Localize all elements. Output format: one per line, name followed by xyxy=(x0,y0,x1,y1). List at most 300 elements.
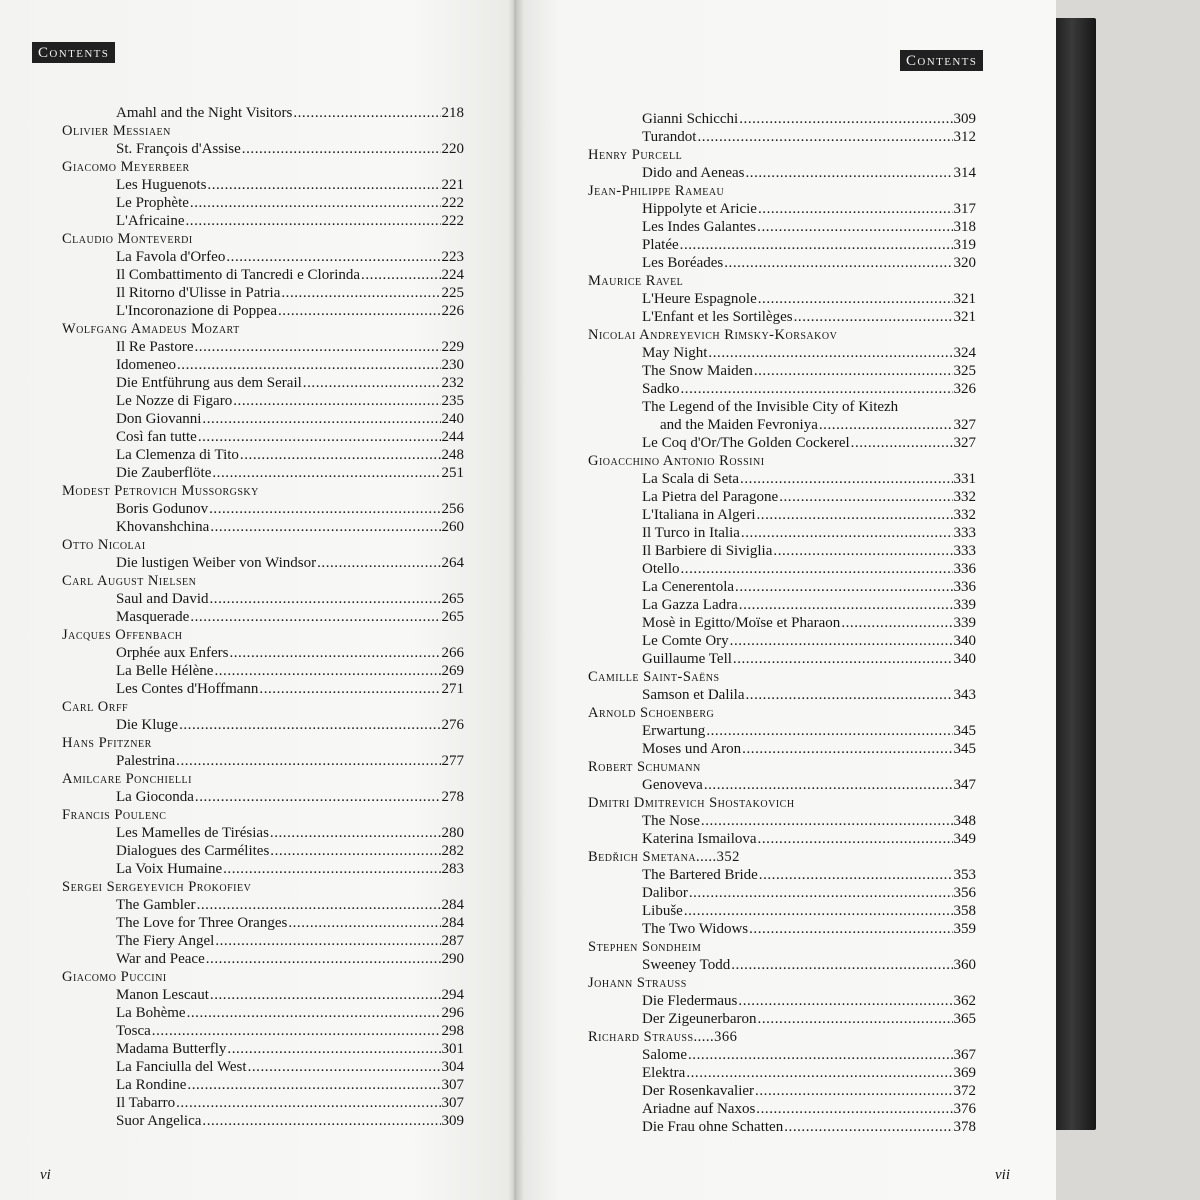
opera-title: The Love for Three Oranges xyxy=(116,915,288,931)
page-reference: 372 xyxy=(953,1083,976,1099)
opera-title: Sweeney Todd xyxy=(642,957,731,973)
opera-title: Katerina Ismailova xyxy=(642,831,757,847)
opera-entry xyxy=(62,1022,464,1040)
page-reference: 240 xyxy=(441,411,464,427)
page-header: Contents xyxy=(32,42,115,63)
page-header: Contents xyxy=(900,50,983,71)
page-reference: 339 xyxy=(953,597,976,613)
page-reference: 321 xyxy=(953,309,976,325)
dot-leader xyxy=(841,614,952,632)
dot-leader xyxy=(242,140,441,158)
opera-title: Dalibor xyxy=(642,885,688,901)
page-reference: 356 xyxy=(953,885,976,901)
dot-leader xyxy=(738,992,952,1010)
dot-leader xyxy=(190,608,440,626)
left-page xyxy=(0,0,514,1200)
opera-title: La Gazza Ladra xyxy=(642,597,738,613)
composer-heading: Otto Nicolai xyxy=(62,537,146,553)
page-reference: 345 xyxy=(953,741,976,757)
opera-entry xyxy=(62,446,464,464)
opera-entry xyxy=(62,338,464,356)
opera-title: Platée xyxy=(642,237,679,253)
opera-title: Tosca xyxy=(116,1023,151,1039)
opera-title: Die Fledermaus xyxy=(642,993,738,1009)
opera-entry xyxy=(62,1040,464,1058)
dot-leader xyxy=(214,662,440,680)
dot-leader xyxy=(706,722,952,740)
page-reference: 336 xyxy=(953,561,976,577)
opera-entry xyxy=(588,956,976,974)
opera-entry xyxy=(62,266,464,284)
opera-title: L'Enfant et les Sortilèges xyxy=(642,309,793,325)
opera-entry xyxy=(588,290,976,308)
opera-title: Ariadne auf Naxos xyxy=(642,1101,756,1117)
dot-leader xyxy=(270,842,440,860)
dot-leader xyxy=(758,200,953,218)
opera-title: L'Africaine xyxy=(116,213,185,229)
page-reference: 333 xyxy=(953,525,976,541)
opera-entry xyxy=(62,914,464,932)
book-cover-edge xyxy=(1052,18,1096,1130)
page-reference: 317 xyxy=(953,201,976,217)
opera-entry xyxy=(588,722,976,740)
page-reference: 301 xyxy=(441,1041,464,1057)
page-reference: 325 xyxy=(953,363,976,379)
dot-leader xyxy=(186,212,441,230)
dot-leader xyxy=(229,644,440,662)
opera-entry xyxy=(588,308,976,326)
page-reference: 333 xyxy=(953,543,976,559)
page-reference: 336 xyxy=(953,579,976,595)
opera-title: Saul and David xyxy=(116,591,209,607)
opera-title: La Favola d'Orfeo xyxy=(116,249,226,265)
page-reference: 349 xyxy=(953,831,976,847)
page-reference: 304 xyxy=(441,1059,464,1075)
dot-leader xyxy=(202,1112,440,1130)
page-reference: 294 xyxy=(441,987,464,1003)
opera-entry xyxy=(62,554,464,572)
dot-leader xyxy=(686,1064,952,1082)
page-reference: 220 xyxy=(441,141,464,157)
dot-leader xyxy=(215,932,440,950)
dot-leader xyxy=(226,248,440,266)
composer-heading: Carl Orff xyxy=(62,699,129,715)
opera-title: Der Zigeunerbaron xyxy=(642,1011,757,1027)
opera-title: Otello xyxy=(642,561,680,577)
page-reference: 284 xyxy=(441,915,464,931)
page-reference: 307 xyxy=(441,1095,464,1111)
opera-entry xyxy=(62,1004,464,1022)
page-reference: 265 xyxy=(441,591,464,607)
opera-entry xyxy=(62,752,464,770)
opera-title: La Rondine xyxy=(116,1077,187,1093)
opera-entry xyxy=(588,1046,976,1064)
opera-entry xyxy=(588,542,976,560)
dot-leader xyxy=(176,752,440,770)
page-reference: 244 xyxy=(441,429,464,445)
page-reference: 359 xyxy=(953,921,976,937)
opera-title: The Two Widows xyxy=(642,921,749,937)
opera-entry xyxy=(588,830,976,848)
page-reference: 235 xyxy=(441,393,464,409)
dot-leader xyxy=(194,338,440,356)
opera-entry xyxy=(588,362,976,380)
dot-leader xyxy=(212,464,440,482)
opera-title: La Fanciulla del West xyxy=(116,1059,247,1075)
page-reference: 332 xyxy=(953,507,976,523)
opera-title: Amahl and the Night Visitors xyxy=(116,105,293,121)
page-reference: 278 xyxy=(441,789,464,805)
page-reference: 296 xyxy=(441,1005,464,1021)
composer-heading: Jean-Philippe Rameau xyxy=(588,183,725,199)
opera-title: L'Incoronazione di Poppea xyxy=(116,303,277,319)
dot-leader xyxy=(198,428,441,446)
page-reference: 360 xyxy=(953,957,976,973)
opera-entry xyxy=(62,176,464,194)
opera-entry xyxy=(62,986,464,1004)
dot-leader xyxy=(754,362,953,380)
opera-title: Die Kluge xyxy=(116,717,179,733)
composer-heading: Gioacchino Antonio Rossini xyxy=(588,453,765,469)
opera-title: St. François d'Assise xyxy=(116,141,241,157)
opera-entry xyxy=(62,500,464,518)
opera-title: Boris Godunov xyxy=(116,501,209,517)
opera-title: The Legend of the Invisible City of Kitezh xyxy=(642,399,899,415)
page-reference: 343 xyxy=(953,687,976,703)
page-reference: 222 xyxy=(441,213,464,229)
opera-title: The Fiery Angel xyxy=(116,933,215,949)
opera-entry xyxy=(62,1094,464,1112)
opera-title: L'Italiana in Algeri xyxy=(642,507,756,523)
opera-entry xyxy=(588,470,976,488)
page-reference: 266 xyxy=(441,645,464,661)
composer-heading: Claudio Monteverdi xyxy=(62,231,193,247)
page-reference: 264 xyxy=(441,555,464,571)
dot-leader xyxy=(758,1010,953,1028)
opera-entry xyxy=(62,662,464,680)
opera-title: Samson et Dalila xyxy=(642,687,745,703)
dot-leader xyxy=(152,1022,441,1040)
opera-entry xyxy=(62,374,464,392)
dot-leader xyxy=(745,686,952,704)
page-reference: 232 xyxy=(441,375,464,391)
opera-title: Il Tabarro xyxy=(116,1095,176,1111)
opera-entry xyxy=(62,410,464,428)
opera-entry xyxy=(62,842,464,860)
opera-title: Turandot xyxy=(642,129,697,145)
opera-entry xyxy=(588,1082,976,1100)
opera-entry xyxy=(62,1076,464,1094)
composer-heading: Johann Strauss xyxy=(588,975,687,991)
opera-title: Il Re Pastore xyxy=(116,339,194,355)
opera-entry xyxy=(588,488,976,506)
dot-leader xyxy=(759,866,953,884)
opera-entry xyxy=(62,428,464,446)
page-reference: 347 xyxy=(953,777,976,793)
opera-title: Elektra xyxy=(642,1065,686,1081)
opera-entry xyxy=(62,284,464,302)
opera-title: The Gambler xyxy=(116,897,196,913)
dot-leader xyxy=(740,470,952,488)
page-reference: 367 xyxy=(953,1047,976,1063)
dot-leader xyxy=(749,920,952,938)
opera-title: La Belle Hélène xyxy=(116,663,214,679)
dot-leader xyxy=(223,860,440,878)
opera-entry xyxy=(588,560,976,578)
opera-entry xyxy=(588,812,976,830)
opera-title: Idomeneo xyxy=(116,357,176,373)
opera-title: La Bohème xyxy=(116,1005,186,1021)
opera-entry-first-line xyxy=(588,398,976,416)
dot-leader xyxy=(697,128,952,146)
composer-heading: Richard Strauss.....366 xyxy=(588,1029,738,1045)
dot-leader xyxy=(757,218,952,236)
opera-entry xyxy=(588,776,976,794)
opera-title: Mosè in Egitto/Moïse et Pharaon xyxy=(642,615,841,631)
opera-title: Suor Angelica xyxy=(116,1113,202,1129)
dot-leader xyxy=(176,1094,440,1112)
opera-title: Il Ritorno d'Ulisse in Patria xyxy=(116,285,281,301)
opera-title: La Pietra del Paragone xyxy=(642,489,779,505)
opera-title: Dialogues des Carmélites xyxy=(116,843,270,859)
opera-title: Madama Butterfly xyxy=(116,1041,227,1057)
composer-heading: Olivier Messiaen xyxy=(62,123,171,139)
opera-title: The Bartered Bride xyxy=(642,867,758,883)
dot-leader xyxy=(758,290,953,308)
dot-leader xyxy=(819,416,953,434)
dot-leader xyxy=(704,776,953,794)
dot-leader xyxy=(240,446,441,464)
page-reference: 290 xyxy=(441,951,464,967)
opera-title: Les Boréades xyxy=(642,255,724,271)
page-reference: 284 xyxy=(441,897,464,913)
page-reference: 331 xyxy=(953,471,976,487)
opera-title: La Voix Humaine xyxy=(116,861,223,877)
opera-title: Masquerade xyxy=(116,609,190,625)
opera-title: Sadko xyxy=(642,381,680,397)
opera-title: Palestrina xyxy=(116,753,176,769)
dot-leader xyxy=(248,1058,441,1076)
dot-leader xyxy=(259,680,440,698)
contents-list xyxy=(62,104,464,1130)
opera-title: Le Coq d'Or/The Golden Cockerel xyxy=(642,435,850,451)
opera-title: Hippolyte et Aricie xyxy=(642,201,757,217)
page-reference: 280 xyxy=(441,825,464,841)
opera-title: Il Combattimento di Tancredi e Clorinda xyxy=(116,267,361,283)
dot-leader xyxy=(739,596,953,614)
opera-title: Die Entführung aus dem Serail xyxy=(116,375,302,391)
opera-title: War and Peace xyxy=(116,951,205,967)
composer-heading: Henry Purcell xyxy=(588,147,683,163)
page-reference: 221 xyxy=(441,177,464,193)
opera-entry xyxy=(62,302,464,320)
opera-entry xyxy=(588,596,976,614)
page-reference: 277 xyxy=(441,753,464,769)
page-reference: 309 xyxy=(953,111,976,127)
opera-title: Le Comte Ory xyxy=(642,633,729,649)
opera-entry xyxy=(62,248,464,266)
opera-entry xyxy=(588,992,976,1010)
page-reference: 332 xyxy=(953,489,976,505)
page-reference: 339 xyxy=(953,615,976,631)
dot-leader xyxy=(733,650,953,668)
opera-entry xyxy=(62,140,464,158)
opera-title: Così fan tutte xyxy=(116,429,197,445)
opera-title: May Night xyxy=(642,345,708,361)
page-reference: 222 xyxy=(441,195,464,211)
opera-entry xyxy=(62,212,464,230)
page-reference: 314 xyxy=(953,165,976,181)
dot-leader xyxy=(681,560,953,578)
page-number: vi xyxy=(40,1167,51,1183)
opera-entry xyxy=(62,680,464,698)
page-reference: 298 xyxy=(441,1023,464,1039)
opera-entry xyxy=(588,902,976,920)
opera-entry xyxy=(588,650,976,668)
opera-title: La Clemenza di Tito xyxy=(116,447,239,463)
opera-title: Genoveva xyxy=(642,777,703,793)
opera-title: Le Prophète xyxy=(116,195,189,211)
page-reference: 260 xyxy=(441,519,464,535)
dot-leader xyxy=(270,824,441,842)
dot-leader xyxy=(187,1004,441,1022)
dot-leader xyxy=(742,740,952,758)
opera-title: Moses und Aron xyxy=(642,741,742,757)
opera-title: Die lustigen Weiber von Windsor xyxy=(116,555,317,571)
opera-title: La Gioconda xyxy=(116,789,194,805)
composer-heading: Wolfgang Amadeus Mozart xyxy=(62,321,240,337)
page-reference: 276 xyxy=(441,717,464,733)
dot-leader xyxy=(281,284,440,302)
opera-entry xyxy=(62,104,464,122)
dot-leader xyxy=(784,1118,952,1136)
composer-heading: Giacomo Meyerbeer xyxy=(62,159,190,175)
composer-heading: Dmitri Dmitrevich Shostakovich xyxy=(588,795,795,811)
page-reference: 282 xyxy=(441,843,464,859)
contents-list xyxy=(588,110,976,1136)
opera-title: Les Huguenots xyxy=(116,177,207,193)
page-reference: 256 xyxy=(441,501,464,517)
dot-leader xyxy=(293,104,440,122)
opera-title: Orphée aux Enfers xyxy=(116,645,229,661)
page-reference: 226 xyxy=(441,303,464,319)
opera-title: Khovanshchina xyxy=(116,519,210,535)
page-reference: 362 xyxy=(953,993,976,1009)
dot-leader xyxy=(739,110,952,128)
dot-leader xyxy=(758,830,953,848)
dot-leader xyxy=(757,506,953,524)
opera-title: Manon Lescaut xyxy=(116,987,209,1003)
dot-leader xyxy=(210,518,440,536)
opera-title: Salome xyxy=(642,1047,687,1063)
opera-title: Les Contes d'Hoffmann xyxy=(116,681,259,697)
opera-entry xyxy=(588,1010,976,1028)
dot-leader xyxy=(779,488,952,506)
opera-title: Les Mamelles de Tirésias xyxy=(116,825,269,841)
page-reference: 320 xyxy=(953,255,976,271)
dot-leader xyxy=(730,632,953,650)
page-reference: 223 xyxy=(441,249,464,265)
page-reference: 353 xyxy=(953,867,976,883)
page-reference: 269 xyxy=(441,663,464,679)
dot-leader xyxy=(745,164,952,182)
page-reference: 348 xyxy=(953,813,976,829)
page-reference: 230 xyxy=(441,357,464,373)
page-reference: 365 xyxy=(953,1011,976,1027)
opera-title: Les Indes Galantes xyxy=(642,219,757,235)
composer-heading: Robert Schumann xyxy=(588,759,701,775)
page-reference: 309 xyxy=(441,1113,464,1129)
opera-entry xyxy=(62,716,464,734)
dot-leader xyxy=(731,956,952,974)
dot-leader xyxy=(197,896,441,914)
dot-leader xyxy=(708,344,952,362)
right-page xyxy=(516,0,1056,1200)
opera-title: Il Barbiere di Siviglia xyxy=(642,543,773,559)
dot-leader xyxy=(851,434,953,452)
composer-heading: Sergei Sergeyevich Prokofiev xyxy=(62,879,252,895)
page-reference: 229 xyxy=(441,339,464,355)
page-reference: 376 xyxy=(953,1101,976,1117)
dot-leader xyxy=(288,914,440,932)
opera-title: L'Heure Espagnole xyxy=(642,291,757,307)
composer-heading: Nicolai Andreyevich Rimsky-Korsakov xyxy=(588,327,838,343)
opera-entry xyxy=(588,200,976,218)
opera-entry xyxy=(62,590,464,608)
opera-title: Le Nozze di Figaro xyxy=(116,393,233,409)
composer-heading: Giacomo Puccini xyxy=(62,969,167,985)
composer-heading: Hans Pfitzner xyxy=(62,735,152,751)
page-reference: 369 xyxy=(953,1065,976,1081)
opera-entry xyxy=(588,344,976,362)
opera-title: La Cenerentola xyxy=(642,579,735,595)
composer-heading: Modest Petrovich Mussorgsky xyxy=(62,483,259,499)
page-reference: 340 xyxy=(953,633,976,649)
page-reference: 307 xyxy=(441,1077,464,1093)
composer-heading: Maurice Ravel xyxy=(588,273,684,289)
opera-entry xyxy=(588,218,976,236)
dot-leader xyxy=(278,302,441,320)
page-reference: 318 xyxy=(953,219,976,235)
opera-title: Der Rosenkavalier xyxy=(642,1083,755,1099)
dot-leader xyxy=(227,1040,440,1058)
dot-leader xyxy=(233,392,440,410)
opera-entry xyxy=(62,950,464,968)
page-reference: 312 xyxy=(953,129,976,145)
page-reference: 321 xyxy=(953,291,976,307)
opera-entry xyxy=(588,254,976,272)
page-reference: 265 xyxy=(441,609,464,625)
dot-leader xyxy=(190,194,441,212)
opera-entry xyxy=(62,932,464,950)
opera-title: Libuše xyxy=(642,903,683,919)
page-reference: 283 xyxy=(441,861,464,877)
opera-entry xyxy=(62,1058,464,1076)
dot-leader xyxy=(684,902,953,920)
composer-heading: Jacques Offenbach xyxy=(62,627,183,643)
opera-entry xyxy=(588,1118,976,1136)
opera-entry xyxy=(588,686,976,704)
dot-leader xyxy=(177,356,441,374)
composer-heading: Arnold Schoenberg xyxy=(588,705,715,721)
page-reference: 345 xyxy=(953,723,976,739)
dot-leader xyxy=(701,812,953,830)
dot-leader xyxy=(209,590,440,608)
dot-leader xyxy=(317,554,440,572)
dot-leader xyxy=(195,788,441,806)
opera-title: The Nose xyxy=(642,813,700,829)
opera-entry xyxy=(588,128,976,146)
